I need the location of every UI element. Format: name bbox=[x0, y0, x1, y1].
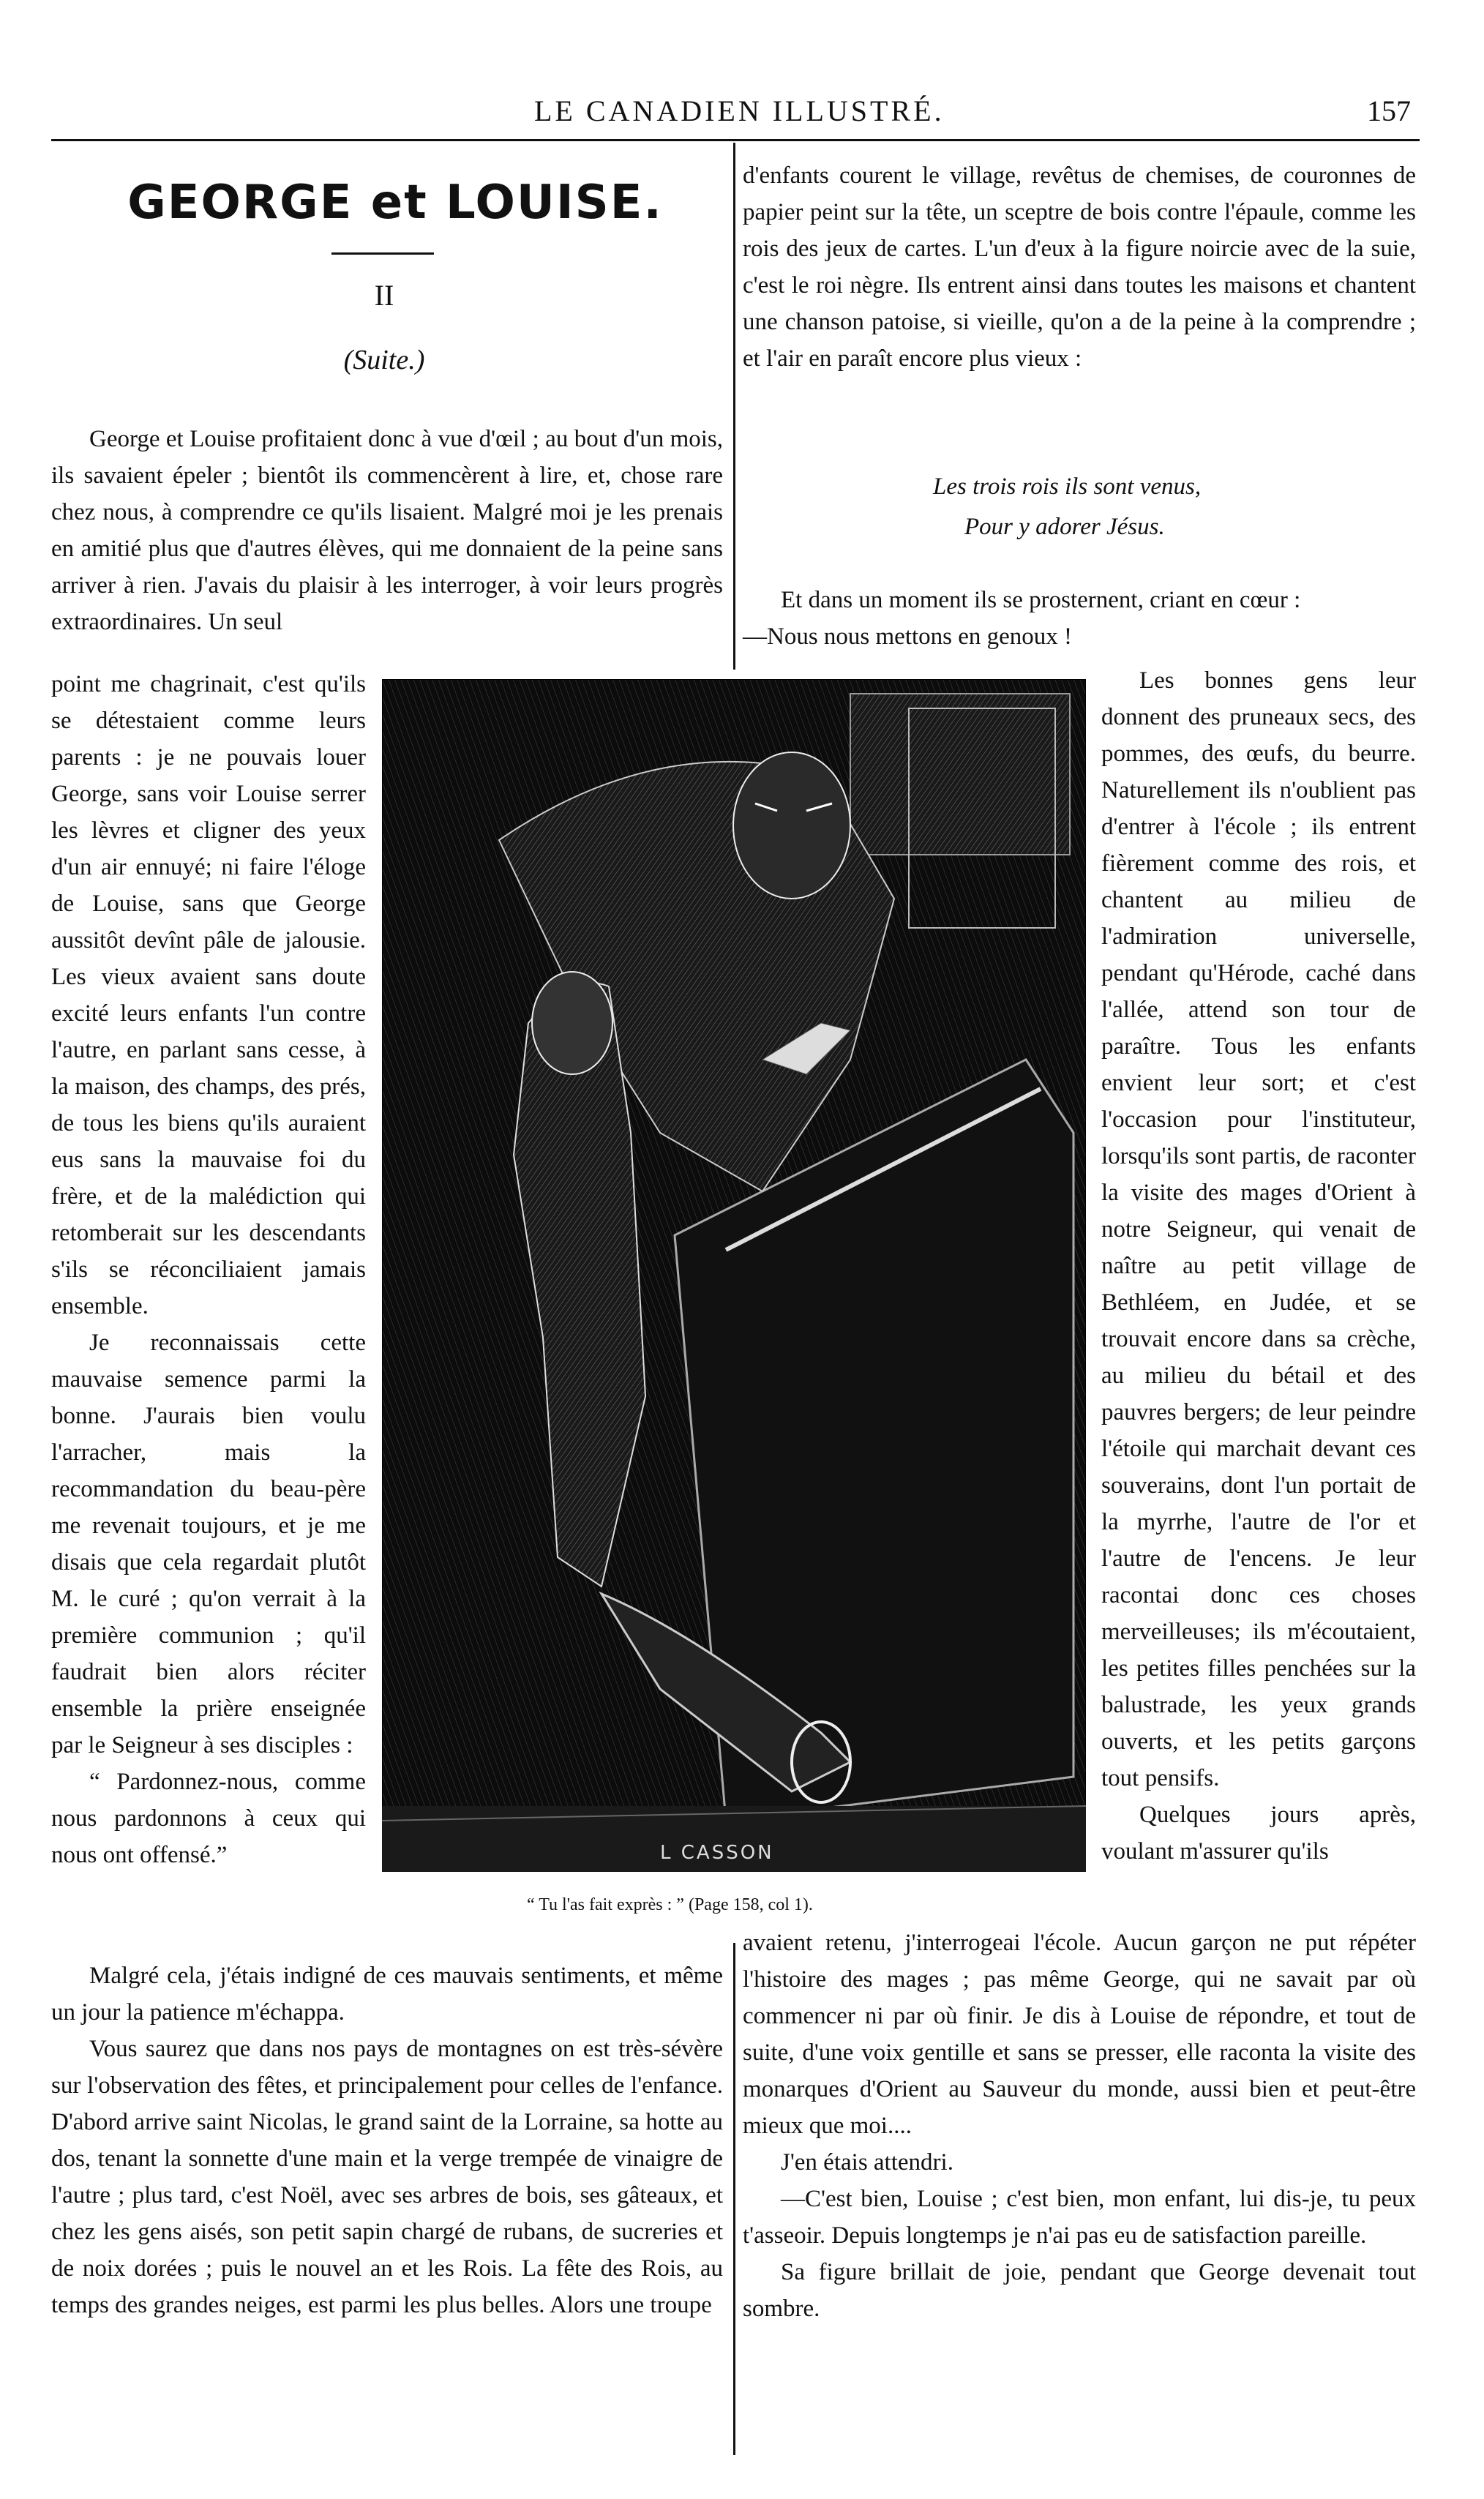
left-p1-continued: point me chagrinait, c'est qu'ils se détestaient comme leurs parents : je ne pouvais louer George, sans voir Louise serrer les lèvres et cligner des yeux d'un air ennuyé; ni faire l'éloge de Louise, sans que George aussitôt devînt pâle de jalousie. Les vieux avaient sans doute excité leurs enfants l'un contre l'autre, en parlant sans cesse, à la maison, des champs, des prés, de tous les biens qu'ils auraient eus sans la mauvaise foi du frère, et de la malédiction qui retomberait sur les descendants s'ils se réconciliaient jamais ensemble. bbox=[51, 671, 366, 1319]
right-p5b: avaient retenu, j'interrogeai l'école. Aucun garçon ne put répéter l'histoire des mages ; pas même George, qui ne savait par où commencer ni par où finir. Je dis à Louise de répondre, et tout de suite, d'une voix gentille et sans se presser, elle raconta la visite des monarques d'Orient au Sauveur du monde, aussi bien et peut-être mieux que moi.... bbox=[743, 1930, 1416, 2139]
column-divider-top bbox=[733, 143, 735, 670]
right-mid-block bbox=[743, 582, 1416, 655]
journal-title: LE CANADIEN ILLUSTRÉ. bbox=[534, 94, 945, 127]
header-rule bbox=[51, 139, 1420, 141]
column-divider-bottom bbox=[733, 1943, 735, 2455]
illustration-caption: “ Tu l'as fait exprès : ” (Page 158, col 1). bbox=[527, 1895, 813, 1914]
right-p5a: Quelques jours après, voulant m'assurer qu'ils bbox=[1101, 1802, 1416, 1865]
page-number: 157 bbox=[1367, 94, 1411, 127]
illustration-signature: L CASSON bbox=[660, 1842, 774, 1864]
right-p2: Et dans un moment ils se prosternent, criant en cœur : bbox=[781, 587, 1301, 613]
chapter-number: II bbox=[374, 279, 394, 312]
left-narrow-block bbox=[51, 666, 366, 1961]
left-p1-text: George et Louise profitaient donc à vue d'œil ; au bout d'un mois, ils savaient épeler ; bientôt ils commencèrent à lire, et, chose rare chez nous, à comprendre ce qu'ils lisaient. Malgré moi je les prenais en amitié plus que d'autres élèves, qui me donnaient de la peine sans arriver à rien. J'avais du plaisir à les interroger, à voir leurs progrès extraordinaires. Un seul bbox=[51, 426, 723, 635]
left-p4: Malgré cela, j'étais indigné de ces mauvais sentiments, et même un jour la patience m'échappa. bbox=[51, 1963, 723, 2026]
right-p4: Les bonnes gens leur donnent des pruneaux secs, des pommes, des œufs, du beurre. Naturellement ils n'oublient pas d'entrer à l'école ; ils entrent fièrement comme des rois, et chantent au milieu de l'admiration universelle, pendant qu'Hérode, caché dans l'allée, attend son tour de paraître. Tous les enfants envient leur sort; et c'est l'occasion pour l'instituteur, lorsqu'ils sont partis, de raconter la visite des mages d'Orient à notre Seigneur, qui venait de naître au petit village de Bethléem, en Judée, et se trouvait encore dans sa crèche, au milieu du bétail et des pauvres bergers; de leur peindre l'étoile qui marchait devant ces souverains, dont l'un portait de la myrrhe, l'autre de l'or et l'autre de l'encens. Je leur racontai donc ces choses merveilleuses; ils m'écoutaient, les petites filles penchées sur la balustrade, les yeux grands ouverts, et les petits garçons tout pensifs. bbox=[1101, 667, 1416, 1791]
engraving-illustration bbox=[382, 679, 1086, 1872]
song-verse-1: Les trois rois ils sont venus, bbox=[933, 473, 1202, 500]
left-p3-quote: “ Pardonnez-nous, comme nous pardonnons à ceux qui nous ont offensé.” bbox=[51, 1769, 366, 1868]
right-narrow-block bbox=[1101, 662, 1416, 1921]
right-p7: —C'est bien, Louise ; c'est bien, mon enfant, lui dis-je, tu peux t'asseoir. Depuis longtemps je n'ai pas eu de satisfaction pareille. bbox=[743, 2186, 1416, 2249]
right-p6: J'en étais attendri. bbox=[781, 2149, 953, 2176]
left-p2: Je reconnaissais cette mauvaise semence parmi la bonne. J'aurais bien voulu l'arracher, mais la recommandation du beau-père me revenait toujours, et je me disais que cela regardait plutôt M. le curé ; qu'on verrait à la première communion ; qu'il faudrait bien alors réciter ensemble la prière enseignée par le Seigneur à ses disciples : bbox=[51, 1330, 366, 1758]
title-separator bbox=[331, 252, 434, 255]
song-verse-2: Pour y adorer Jésus. bbox=[964, 514, 1165, 540]
left-paragraph-1 bbox=[51, 421, 723, 640]
right-p8: Sa figure brillait de joie, pendant que George devenait tout sombre. bbox=[743, 2259, 1416, 2322]
left-bottom-block bbox=[51, 1957, 723, 2484]
right-p3: —Nous nous mettons en genoux ! bbox=[743, 623, 1073, 650]
article-title: GEORGE et LOUISE. bbox=[127, 176, 663, 230]
right-p1: d'enfants courent le village, revêtus de chemises, de couronnes de papier peint sur la tête, un sceptre de bois contre l'épaule, comme les rois des jeux de cartes. L'un d'eux à la figure noircie avec de la suie, c'est le roi nègre. Ils entrent ainsi dans toutes les maisons et chantent une chanson patoise, si vieille, qu'on a de la peine à la comprendre ; et l'air en paraît encore plus vieux : bbox=[743, 162, 1416, 372]
right-top-block bbox=[743, 157, 1416, 377]
continued-note: (Suite.) bbox=[343, 345, 425, 375]
left-p5: Vous saurez que dans nos pays de montagnes on est très-sévère sur l'observation des fêtes, et principalement pour celles de l'enfance. D'abord arrive saint Nicolas, le grand saint de la Lorraine, sa hotte au dos, tenant la sonnette d'une main et la verge trempée de vinaigre de l'autre ; plus tard, c'est Noël, avec ses arbres de bois, ses gâteaux, et chez les gens aisés, son petit sapin chargé de rubans, de sucreries et de noix dorées ; puis le nouvel an et les Rois. La fête des Rois, au temps des grandes neiges, est parmi les plus belles. Alors une troupe bbox=[51, 2036, 723, 2318]
right-bottom-block bbox=[743, 1925, 1416, 2488]
